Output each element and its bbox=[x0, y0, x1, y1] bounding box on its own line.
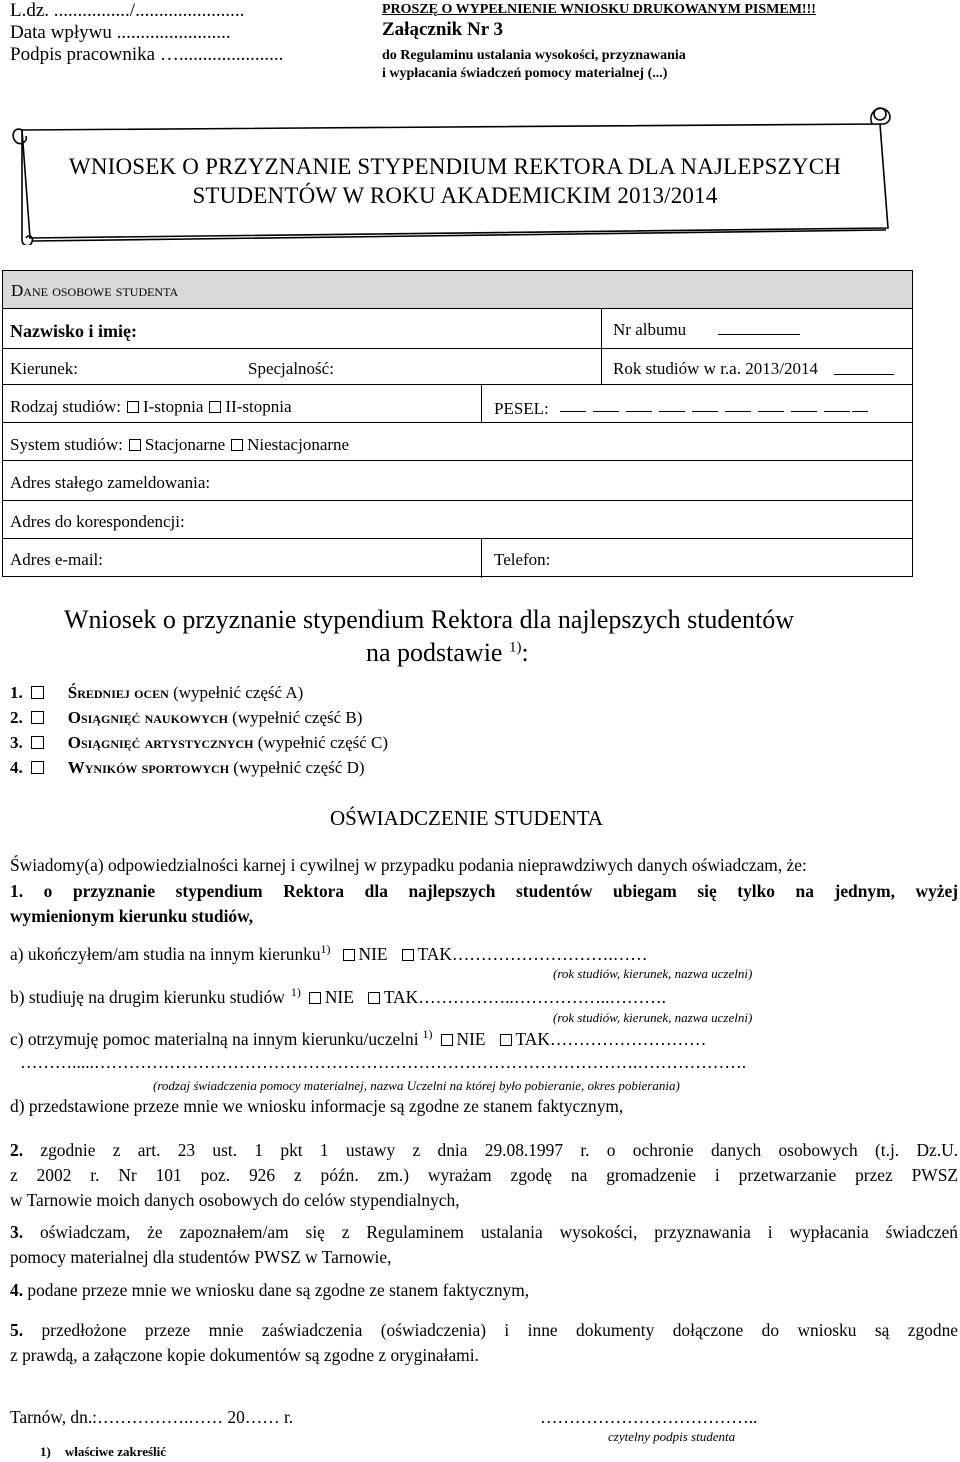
c-details-field[interactable]: ……………………… bbox=[549, 1028, 707, 1049]
point-5-line-1: przedłożone przeze mnie zaświadczenia (oświadczenia) i inne dokumenty dołączone do wniosku są zgodne bbox=[41, 1320, 958, 1340]
basis-4-title: Wyników sportowych bbox=[67, 758, 230, 777]
point-5-line-2: z prawdą, a załączone kopie dokumentów są zgodne z oryginałami. bbox=[10, 1345, 479, 1365]
personal-data-header bbox=[3, 271, 912, 309]
study-year-label: Rok studiów w r.a. 2013/2014 bbox=[613, 359, 818, 378]
full-time-label: Stacjonarne bbox=[144, 435, 226, 454]
part-time-label: Niestacjonarne bbox=[247, 435, 350, 454]
first-degree-checkbox[interactable] bbox=[127, 401, 139, 413]
study-level-label: Rodzaj studiów: bbox=[10, 397, 121, 416]
declaration-point-4 bbox=[10, 1278, 958, 1303]
heading-colon: : bbox=[521, 638, 529, 667]
basis-1-checkbox[interactable] bbox=[31, 686, 44, 699]
registry-number-field: L.dz. ................/....................... bbox=[10, 0, 245, 21]
print-instruction: PROSZĘ O WYPEŁNIENIE WNIOSKU DRUKOWANYM PISMEM!!! bbox=[382, 2, 816, 17]
declaration-b-row bbox=[10, 985, 666, 1008]
application-heading-line-2 bbox=[366, 638, 529, 668]
part-time-checkbox[interactable] bbox=[231, 439, 243, 451]
email-label: Adres e-mail: bbox=[10, 550, 103, 569]
study-system-label: System studiów: bbox=[10, 435, 123, 454]
footnote-marker: 1) bbox=[508, 639, 522, 656]
declaration-point-1 bbox=[10, 879, 958, 929]
pesel-digit-field[interactable] bbox=[659, 411, 685, 412]
declaration-c-text: c) otrzymuję pomoc materialną na innym kierunku/uczelni bbox=[10, 1028, 419, 1049]
item-number: 3. bbox=[10, 733, 23, 752]
basis-item-3 bbox=[10, 733, 388, 753]
point-2-line-1: zgodnie z art. 23 ust. 1 pkt 1 ustawy z dnia 29.08.1997 r. o ochronie danych osobowych (t.j. Dz.U. bbox=[40, 1140, 958, 1160]
form-title-line-1: WNIOSEK O PRZYZNANIE STYPENDIUM REKTORA DLA NAJLEPSZYCH bbox=[68, 154, 842, 179]
a-yes-checkbox[interactable] bbox=[402, 949, 414, 961]
point-number: 3. bbox=[10, 1222, 24, 1242]
b-details-field[interactable]: ……………..……………..………. bbox=[418, 986, 667, 1007]
receipt-date-field: Data wpływu ........................ bbox=[10, 22, 231, 43]
regulation-line-1: do Regulaminu ustalania wysokości, przyznawania bbox=[382, 48, 686, 63]
point-number: 5. bbox=[10, 1320, 24, 1340]
place-date-field[interactable]: Tarnów, dn.:…………….…… 20…… r. bbox=[10, 1407, 294, 1427]
pesel-digit-field[interactable] bbox=[692, 411, 718, 412]
pesel-digit-field[interactable] bbox=[791, 411, 817, 412]
item-number: 1. bbox=[10, 683, 23, 702]
point-4-text: podane przeze mnie we wniosku dane są zgodne ze stanem faktycznym, bbox=[27, 1280, 530, 1300]
pesel-digit-field[interactable] bbox=[852, 411, 868, 412]
declaration-b-text: b) studiuję na drugim kierunku studiów bbox=[10, 986, 285, 1007]
pesel-label: PESEL: bbox=[494, 399, 549, 418]
pesel-digit-field[interactable] bbox=[626, 411, 652, 412]
pesel-digit-field[interactable] bbox=[824, 411, 850, 412]
attachment-number: Załącznik Nr 3 bbox=[382, 19, 504, 40]
b-no-label: NIE bbox=[324, 986, 354, 1007]
point-2-line-3: w Tarnowie moich danych osobowych do celów stypendialnych, bbox=[10, 1190, 460, 1210]
permanent-address-label: Adres stałego zameldowania: bbox=[10, 473, 211, 492]
c-no-checkbox[interactable] bbox=[441, 1034, 453, 1046]
footnote bbox=[40, 1444, 166, 1460]
study-system-row bbox=[10, 435, 349, 455]
declaration-point-5 bbox=[10, 1318, 958, 1368]
c-details-field-2[interactable]: ……….....………………………………………………………………………………….………………. bbox=[20, 1052, 747, 1072]
b-yes-checkbox[interactable] bbox=[368, 992, 380, 1004]
footnote-number: 1) bbox=[40, 1444, 51, 1459]
application-heading-line-1: Wniosek o przyznanie stypendium Rektora dla najlepszych studentów bbox=[64, 605, 794, 634]
b-yes-label: TAK bbox=[383, 986, 419, 1007]
second-degree-label: II-stopnia bbox=[225, 397, 292, 416]
declaration-a-row bbox=[10, 942, 648, 965]
second-degree-checkbox[interactable] bbox=[209, 401, 221, 413]
pesel-digit-field[interactable] bbox=[560, 411, 586, 412]
point-number: 4. bbox=[10, 1280, 24, 1300]
declaration-point-3 bbox=[10, 1220, 958, 1270]
point-3-line-1: oświadczam, że zapoznałem/am się z Regulaminem ustalania wysokości, przyznawania i wypłacania świadczeń bbox=[39, 1222, 958, 1242]
basis-3-checkbox[interactable] bbox=[31, 736, 44, 749]
pesel-digit-field[interactable] bbox=[593, 411, 619, 412]
point-1-line-1: 1. o przyznanie stypendium Rektora dla najlepszych studentów ubiegam się tylko na jednym, wyżej bbox=[10, 881, 958, 901]
declaration-intro: Świadomy(a) odpowiedzialności karnej i cywilnej w przypadku podania nieprawdziwych danych oświadczam, że: bbox=[10, 855, 807, 875]
correspondence-address-label: Adres do korespondencji: bbox=[10, 512, 185, 531]
field-of-study-label: Kierunek: bbox=[10, 359, 78, 378]
footnote-marker: 1) bbox=[290, 985, 301, 999]
c-details-hint: (rodzaj świadczenia pomocy materialnej, nazwa Uczelni na której było pobieranie, okres pobierania) bbox=[153, 1078, 680, 1093]
point-2-line-2: z 2002 r. Nr 101 poz. 926 z późn. zm.) wyrażam zgodę na gromadzenie i przetwarzanie przez PWSZ bbox=[10, 1165, 958, 1185]
basis-2-note: (wypełnić część B) bbox=[232, 708, 363, 727]
study-level-row bbox=[10, 397, 292, 417]
employee-signature-field: Podpis pracownika …...................... bbox=[10, 44, 284, 65]
declaration-a-text: a) ukończyłem/am studia na innym kierunku bbox=[10, 943, 321, 964]
point-1-line-2: wymienionym kierunku studiów, bbox=[10, 906, 254, 926]
signature-label: czytelny podpis studenta bbox=[608, 1429, 736, 1444]
basis-4-checkbox[interactable] bbox=[31, 761, 44, 774]
a-no-checkbox[interactable] bbox=[343, 949, 355, 961]
phone-label: Telefon: bbox=[494, 550, 551, 569]
point-number: 2. bbox=[10, 1140, 24, 1160]
application-heading-text: na podstawie bbox=[366, 638, 503, 667]
regulation-line-2: i wypłacania świadczeń pomocy materialnej (...) bbox=[382, 66, 668, 81]
declaration-title: OŚWIADCZENIE STUDENTA bbox=[330, 806, 604, 830]
form-title-line-2: STUDENTÓW W ROKU AKADEMICKIM 2013/2014 bbox=[192, 183, 718, 208]
full-time-checkbox[interactable] bbox=[129, 439, 141, 451]
c-yes-label: TAK bbox=[515, 1028, 550, 1049]
b-no-checkbox[interactable] bbox=[309, 992, 321, 1004]
study-year-field[interactable] bbox=[834, 374, 894, 375]
basis-1-note: (wypełnić część A) bbox=[173, 683, 304, 702]
a-no-label: NIE bbox=[358, 943, 388, 964]
item-number: 2. bbox=[10, 708, 23, 727]
a-details-hint: (rok studiów, kierunek, nazwa uczelni) bbox=[553, 966, 753, 981]
basis-item-2 bbox=[10, 708, 362, 728]
name-label: Nazwisko i imię: bbox=[10, 321, 137, 341]
a-yes-label: TAK bbox=[417, 943, 452, 964]
basis-3-title: Osiągnięć artystycznych bbox=[67, 733, 254, 752]
student-signature-field[interactable]: ……………………………….. bbox=[540, 1407, 758, 1427]
first-degree-label: I-stopnia bbox=[142, 397, 204, 416]
basis-2-checkbox[interactable] bbox=[31, 711, 44, 724]
pesel-digit-field[interactable] bbox=[725, 411, 751, 412]
point-3-line-2: pomocy materialnej dla studentów PWSZ w Tarnowie, bbox=[10, 1247, 392, 1267]
pesel-digit-field[interactable] bbox=[758, 411, 784, 412]
declaration-point-2 bbox=[10, 1138, 958, 1213]
footnote-marker: 1) bbox=[422, 1027, 433, 1041]
footnote-text: właściwe zakreślić bbox=[64, 1444, 167, 1459]
personal-data-title: Dane osobowe studenta bbox=[11, 281, 179, 300]
declaration-d-text: d) przedstawione przeze mnie we wniosku informacje są zgodne ze stanem faktycznym, bbox=[10, 1096, 624, 1116]
basis-1-title: Średniej ocen bbox=[67, 683, 169, 702]
item-number: 4. bbox=[10, 758, 23, 777]
basis-item-1 bbox=[10, 683, 303, 703]
footnote-marker: 1) bbox=[320, 942, 331, 956]
album-number-field[interactable] bbox=[718, 334, 800, 335]
basis-item-4 bbox=[10, 758, 365, 778]
declaration-c-row bbox=[10, 1027, 706, 1050]
a-details-field[interactable]: ……………………….…… bbox=[451, 943, 648, 964]
album-number-label: Nr albumu bbox=[613, 320, 687, 339]
c-no-label: NIE bbox=[456, 1028, 486, 1049]
basis-3-note: (wypełnić część C) bbox=[257, 733, 389, 752]
b-details-hint: (rok studiów, kierunek, nazwa uczelni) bbox=[553, 1010, 753, 1025]
c-yes-checkbox[interactable] bbox=[500, 1034, 512, 1046]
basis-4-note: (wypełnić część D) bbox=[233, 758, 365, 777]
basis-2-title: Osiągnięć naukowych bbox=[67, 708, 228, 727]
specialty-label: Specjalność: bbox=[248, 359, 334, 378]
